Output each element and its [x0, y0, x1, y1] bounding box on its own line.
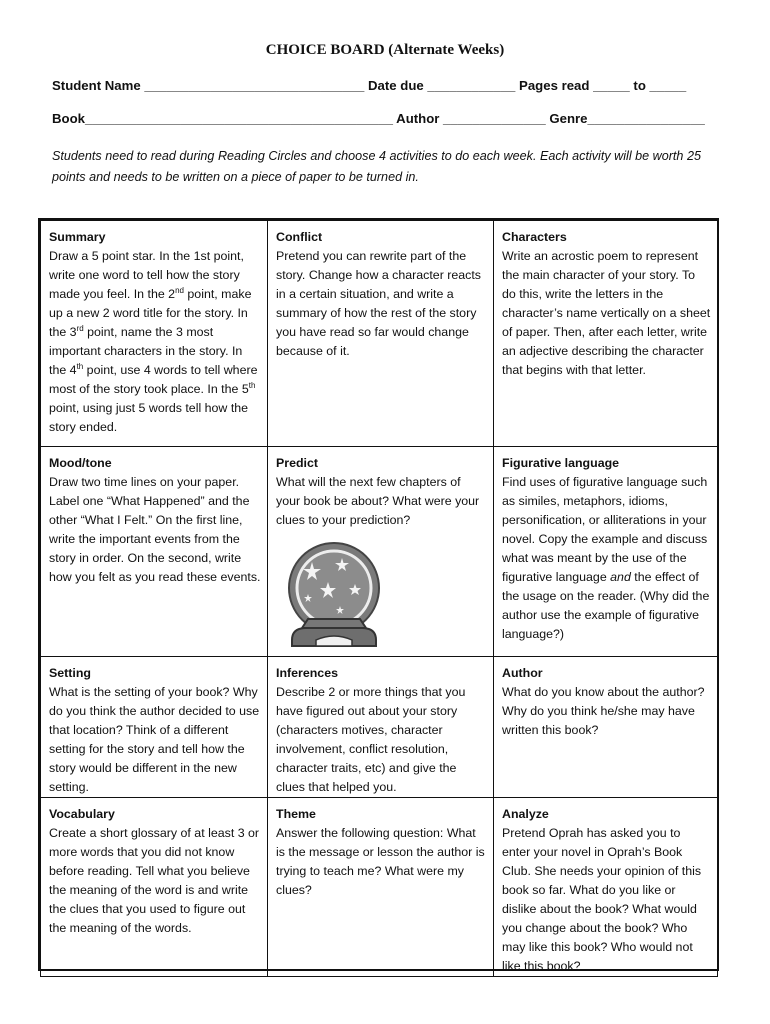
cell-body: Write an acrostic poem to represent the main character of your story. To do this, write the letters in the character’s name vertically on a sheet of paper. Then, after each letter, write an adjective describing the character that begins with that letter.: [502, 249, 711, 377]
cell-body: Answer the following question: What is the message or lesson the author is trying to teach me? What were my clues?: [276, 826, 485, 897]
cell-analyze: [494, 798, 718, 977]
cell-title: Vocabulary: [49, 807, 115, 821]
book-info-line: Book__________________________________________ Author ______________ Genre________________: [52, 111, 705, 126]
cell-body: Pretend you can rewrite part of the story. Change how a character reacts in a certain situation, and write a summary of how the rest of the story you have read so far would change because of it.: [276, 249, 482, 358]
cell-author: [494, 657, 718, 798]
cell-title: Setting: [49, 666, 91, 680]
cell-title: Figurative language: [502, 456, 620, 470]
cell-conflict: [268, 221, 494, 447]
cell-predict: [268, 447, 494, 657]
choice-board-grid: [38, 218, 719, 971]
cell-characters: [494, 221, 718, 447]
cell-body: Pretend Oprah has asked you to enter your novel in Oprah’s Book Club. She needs your opinion of this book so far. What do you like or dislike about the book? What would you change about the book? Who may like this book? Who would not like this book?: [502, 826, 702, 973]
cell-body: Find uses of figurative language such as similes, metaphors, idioms, personification, or alliterations in your novel. Copy the example and discuss what was meant by the use of the figurative language and the effect of the usage on the reader. (Why did the author use the example of figurative language?): [502, 475, 710, 641]
cell-title: Author: [502, 666, 543, 680]
cell-inferences: [268, 657, 494, 798]
cell-summary: [41, 221, 268, 447]
cell-body: Draw two time lines on your paper. Label one “What Happened” and the other “What I Felt.” On the first line, write the important events from the story in order. On the second, write how you felt as you read these events.: [49, 475, 261, 584]
student-info-line: Student Name ______________________________ Date due ____________ Pages read _____ to _____: [52, 78, 687, 93]
cell-vocabulary: [41, 798, 268, 977]
cell-mood-tone: [41, 447, 268, 657]
cell-title: Summary: [49, 230, 106, 244]
cell-title: Characters: [502, 230, 567, 244]
cell-body: Draw a 5 point star. In the 1st point, write one word to tell how the story made you feel. In the 2nd point, make up a new 2 word title for the story. In the 3rd point, name the 3 most important characters in the story. In the 4th point, use 4 words to tell where most of the story took place. In the 5th point, using just 5 words tell how the story ended.: [49, 249, 258, 434]
cell-title: Inferences: [276, 666, 338, 680]
cell-body: What will the next few chapters of your book be about? What were your clues to your prediction?: [276, 475, 480, 527]
cell-title: Theme: [276, 807, 316, 821]
cell-title: Analyze: [502, 807, 549, 821]
cell-body: Describe 2 or more things that you have figured out about your story (characters motives, character involvement, conflict resolution, character traits, etc) and give the clues that helped you.: [276, 685, 466, 794]
cell-theme: [268, 798, 494, 977]
cell-setting: [41, 657, 268, 798]
cell-title: Conflict: [276, 230, 323, 244]
cell-figurative-language: [494, 447, 718, 657]
page-title: CHOICE BOARD (Alternate Weeks): [265, 42, 505, 58]
cell-body: What do you know about the author? Why do you think he/she may have written this book?: [502, 685, 705, 737]
cell-title: Mood/tone: [49, 456, 112, 470]
cell-title: Predict: [276, 456, 319, 470]
cell-body: What is the setting of your book? Why do you think the author decided to use that location? Think of a different setting for the story and tell how the story would be different in the new setting.: [49, 685, 260, 794]
instructions: Students need to read during Reading Circles and choose 4 activities to do each week. Each activity will be worth 25 points and needs to be written on a piece of paper to be turned in.: [52, 149, 701, 184]
cell-body: Create a short glossary of at least 3 or more words that you did not know before reading. Tell what you believe the meaning of the word is and write the clues that you used to figure out the meaning of the words.: [49, 826, 260, 935]
crystal-ball-icon: [278, 536, 390, 654]
